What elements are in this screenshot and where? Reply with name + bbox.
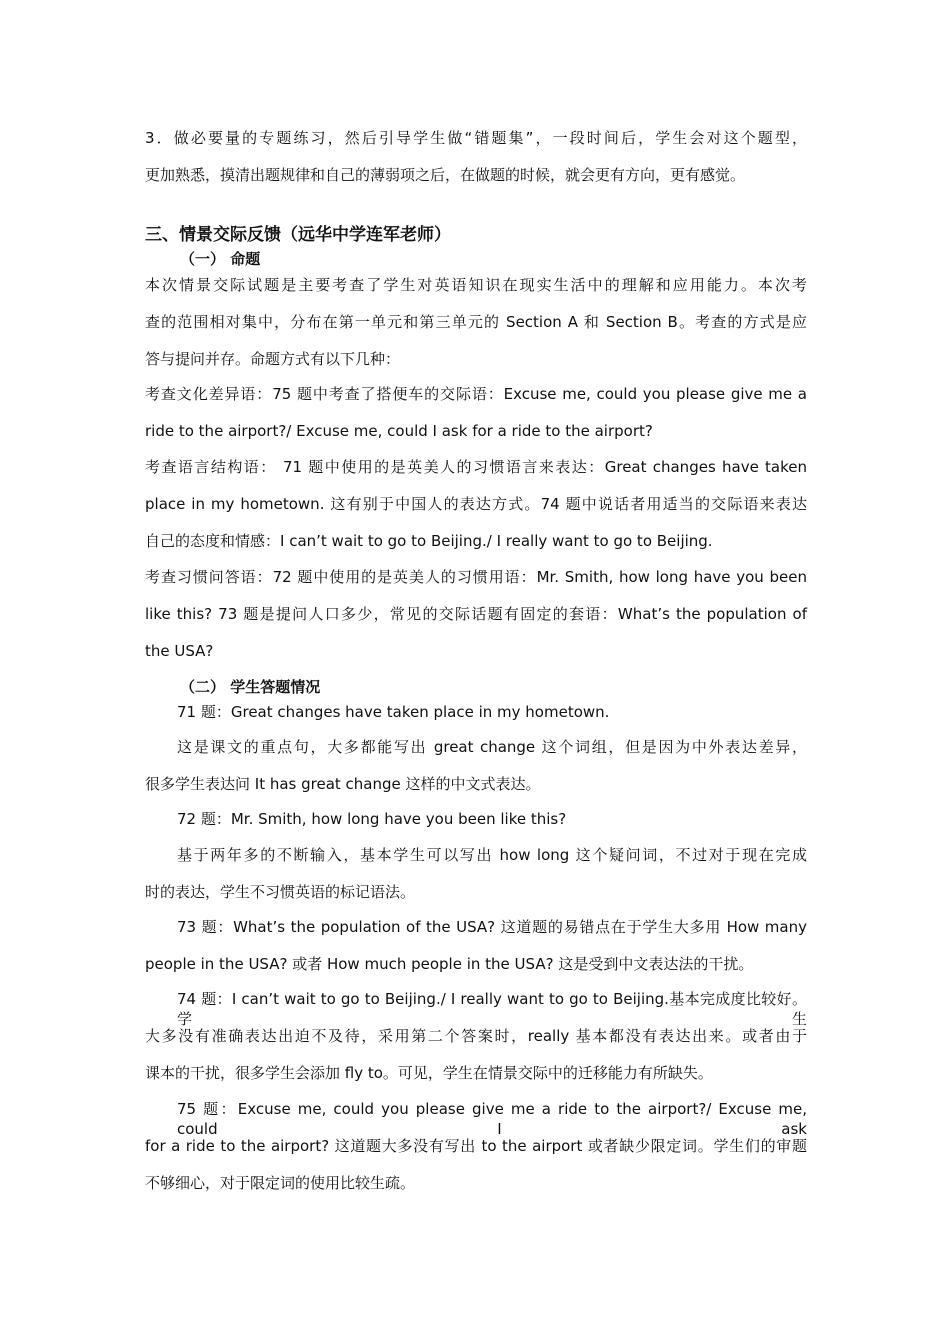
habit-line-1: 考查习惯问答语：72 题中使用的是英美人的习惯用语：Mr. Smith, how long have you been bbox=[145, 568, 807, 586]
culture-line-2: ride to the airport?/ Excuse me, could I ask for a ride to the airport? bbox=[145, 422, 653, 440]
item3-line-2: 更加熟悉，摸清出题规律和自己的薄弱项之后，在做题的时候，就会更有方向，更有感觉。 bbox=[145, 166, 746, 184]
q71-title: 71 题：Great changes have taken place in my hometown. bbox=[177, 703, 610, 721]
habit-line-2: like this? 73 题是提问人口多少，常见的交际话题有固定的套语：What’s the population of bbox=[145, 605, 807, 623]
structure-line-2: place in my hometown. 这有别于中国人的表达方式。74 题中说话者用适当的交际语来表达 bbox=[145, 495, 807, 513]
structure-line-1: 考查语言结构语： 71 题中使用的是英美人的习惯语言来表达：Great changes have taken bbox=[145, 458, 807, 476]
sub1-heading: （一） 命题 bbox=[180, 250, 261, 268]
q75-line-1: 75 题：Excuse me, could you please give me a ride to the airport?/ Excuse me, could I ask bbox=[177, 1100, 807, 1138]
culture-line-1: 考查文化差异语：75 题中考查了搭便车的交际语：Excuse me, could you please give me a bbox=[145, 385, 807, 403]
sub1-para-line-3: 答与提问并存。命题方式有以下几种： bbox=[145, 350, 401, 368]
q71-body-line-2: 很多学生表达问 It has great change 这样的中文式表达。 bbox=[145, 775, 541, 793]
sub1-para-line-1: 本次情景交际试题是主要考查了学生对英语知识在现实生活中的理解和应用能力。本次考 bbox=[145, 276, 807, 294]
q75-line-3: 不够细心，对于限定词的使用比较生疏。 bbox=[145, 1174, 416, 1192]
q73-line-1: 73 题：What’s the population of the USA? 这道题的易错点在于学生大多用 How many bbox=[177, 918, 807, 936]
sub2-heading: （二） 学生答题情况 bbox=[180, 678, 321, 696]
section3-heading: 三、情景交际反馈（远华中学连军老师） bbox=[145, 225, 451, 245]
q74-line-1: 74 题：I can’t wait to go to Beijing./ I really want to go to Beijing.基本完成度比较好。学生 bbox=[177, 990, 807, 1028]
structure-line-3: 自己的态度和情感：I can’t wait to go to Beijing./ I really want to go to Beijing. bbox=[145, 532, 713, 550]
q71-body-line-1: 这是课文的重点句，大多都能写出 great change 这个词组，但是因为中外表达差异， bbox=[177, 738, 807, 756]
q75-line-2: for a ride to the airport? 这道题大多没有写出 to the airport 或者缺少限定词。学生们的审题 bbox=[145, 1137, 807, 1155]
q74-line-3: 课本的干扰，很多学生会添加 fly to。可见，学生在情景交际中的迁移能力有所缺失。 bbox=[145, 1064, 713, 1082]
item3-line-1: 3．做必要量的专题练习，然后引导学生做“错题集”，一段时间后，学生会对这个题型， bbox=[145, 129, 807, 147]
sub1-para-line-2: 查的范围相对集中，分布在第一单元和第三单元的 Section A 和 Section B。考查的方式是应 bbox=[145, 313, 807, 331]
q73-line-2: people in the USA? 或者 How much people in the USA? 这是受到中文表达法的干扰。 bbox=[145, 955, 754, 973]
q72-body-line-2: 时的表达，学生不习惯英语的标记语法。 bbox=[145, 883, 416, 901]
q74-line-2: 大多没有准确表达出迫不及待，采用第二个答案时，really 基本都没有表达出来。或者由于 bbox=[145, 1027, 807, 1045]
q72-body-line-1: 基于两年多的不断输入，基本学生可以写出 how long 这个疑问词，不过对于现在完成 bbox=[177, 846, 807, 864]
habit-line-3: the USA? bbox=[145, 642, 214, 660]
q72-title: 72 题：Mr. Smith, how long have you been like this? bbox=[177, 810, 567, 828]
